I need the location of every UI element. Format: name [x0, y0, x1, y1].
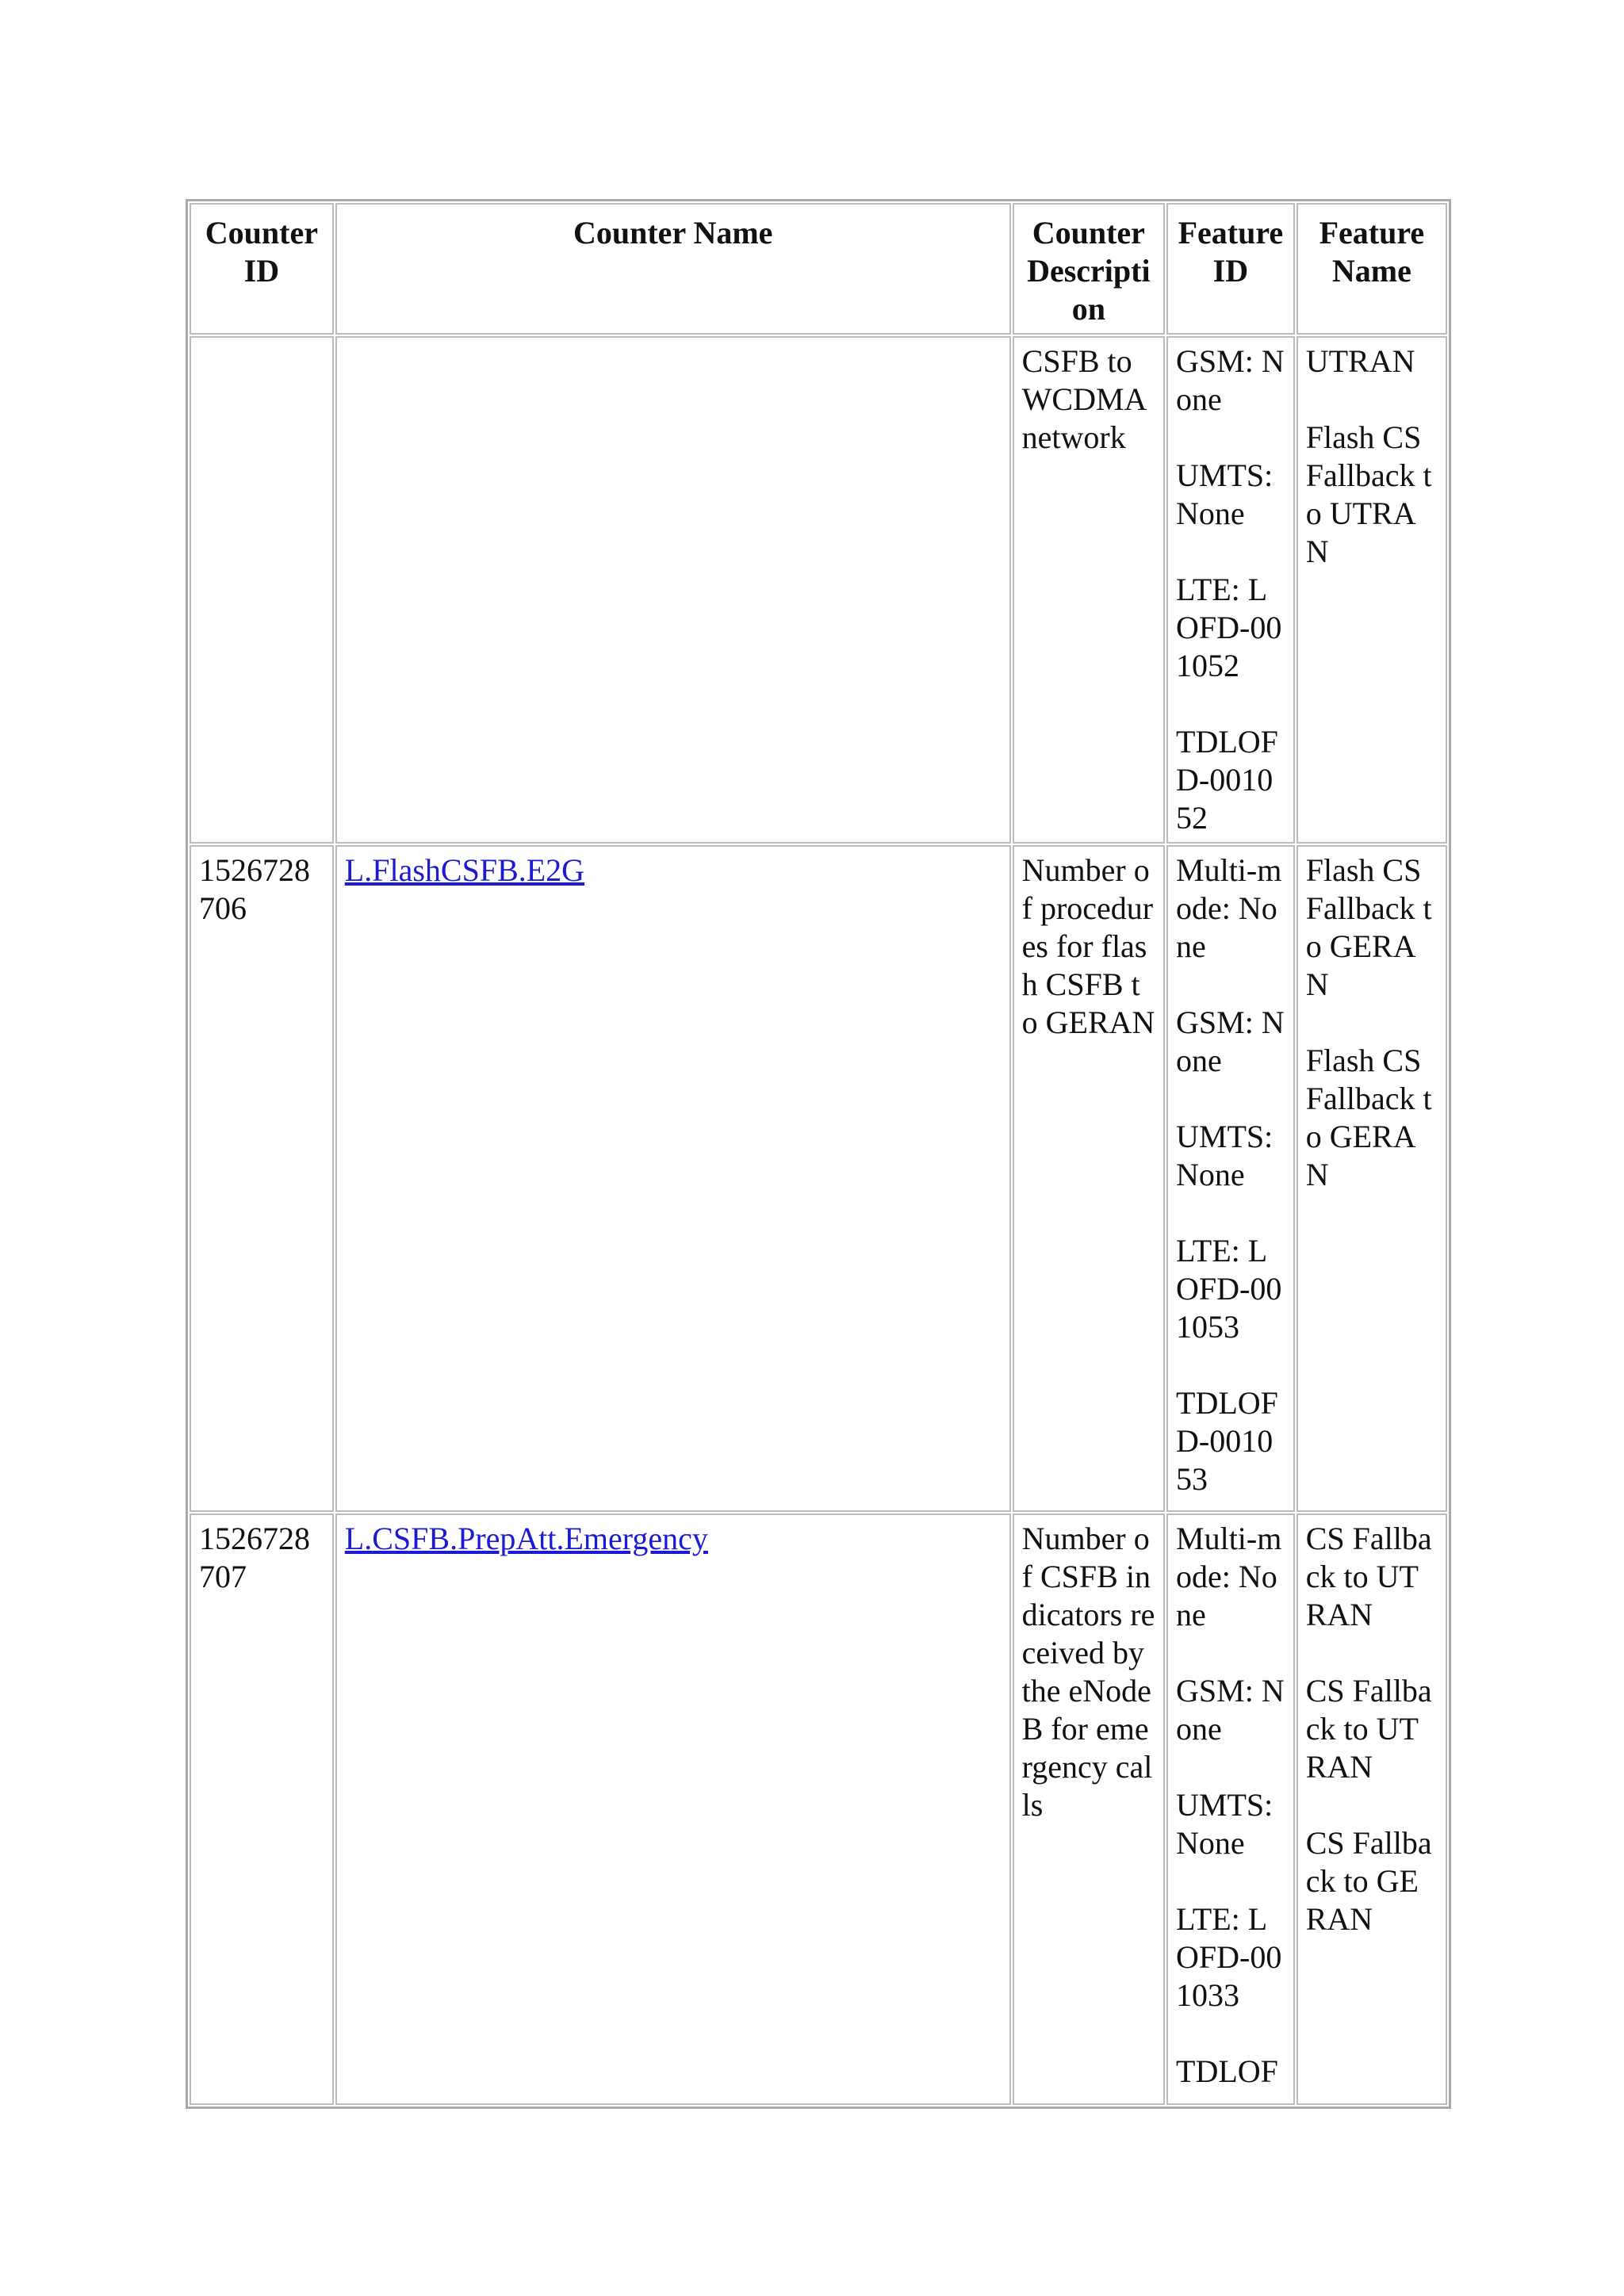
table-row	[190, 845, 1447, 1512]
feature-id-entry: UMTS: None	[1176, 457, 1274, 531]
feature-id-entry: GSM: None	[1176, 343, 1285, 417]
cell-feature-name	[1297, 336, 1447, 844]
feature-id-entry: LTE: LOFD-001053	[1176, 1233, 1282, 1345]
header-feature-name: Feature Name	[1297, 203, 1447, 335]
cell-feature-id	[1166, 845, 1295, 1512]
cell-counter-name	[335, 1513, 1011, 2105]
feature-id-entry: LTE: LOFD-001033	[1176, 1901, 1282, 2013]
cell-counter-name	[335, 845, 1011, 1512]
feature-id-entry: Multi-mode: None	[1176, 1521, 1282, 1632]
feature-name-entry: Flash CS Fallback to GERAN	[1305, 852, 1432, 1002]
feature-id-entry: TDLOFD-001052	[1176, 724, 1278, 836]
cell-description: Number of procedures for flash CSFB to GERAN	[1013, 845, 1165, 1512]
header-row	[190, 203, 1447, 335]
table-row	[190, 336, 1447, 844]
feature-id-entry: TDLOF	[1176, 2053, 1278, 2089]
feature-id-entry: UMTS: None	[1176, 1787, 1274, 1861]
counter-table	[186, 199, 1451, 2109]
cell-counter-id: 1526728706	[190, 845, 334, 1512]
cell-description: Number of CSFB indicators received by the eNodeB for emergency calls	[1013, 1513, 1165, 2105]
table-row	[190, 1513, 1447, 2105]
feature-name-entry: CS Fallback to GERAN	[1305, 1825, 1432, 1937]
feature-id-entry: UMTS: None	[1176, 1119, 1274, 1192]
feature-name-entry: CS Fallback to UTRAN	[1305, 1521, 1432, 1632]
feature-name-entry: UTRAN	[1305, 343, 1415, 379]
header-feature-id: Feature ID	[1166, 203, 1295, 335]
header-counter-name: Counter Name	[335, 203, 1011, 335]
cell-description: CSFB to WCDMA network	[1013, 336, 1165, 844]
feature-id-entry: GSM: None	[1176, 1004, 1285, 1078]
feature-name-entry: CS Fallback to UTRAN	[1305, 1673, 1432, 1785]
header-counter-description: Counter Description	[1013, 203, 1165, 335]
cell-feature-name	[1297, 1513, 1447, 2105]
counter-name-link[interactable]: L.FlashCSFB.E2G	[344, 852, 585, 888]
cell-feature-name	[1297, 845, 1447, 1512]
cell-counter-id: 1526728707	[190, 1513, 334, 2105]
feature-id-entry: TDLOFD-001053	[1176, 1385, 1278, 1497]
cell-counter-id	[190, 336, 334, 844]
header-counter-id: Counter ID	[190, 203, 334, 335]
cell-feature-id	[1166, 336, 1295, 844]
counter-name-link[interactable]: L.CSFB.PrepAtt.Emergency	[344, 1521, 708, 1556]
cell-feature-id	[1166, 1513, 1295, 2105]
cell-counter-name	[335, 336, 1011, 844]
feature-id-entry: LTE: LOFD-001052	[1176, 572, 1282, 683]
feature-id-entry: GSM: None	[1176, 1673, 1285, 1747]
feature-name-entry: Flash CS Fallback to UTRAN	[1305, 419, 1432, 569]
feature-name-entry: Flash CS Fallback to GERAN	[1305, 1043, 1432, 1192]
feature-id-entry: Multi-mode: None	[1176, 852, 1282, 964]
